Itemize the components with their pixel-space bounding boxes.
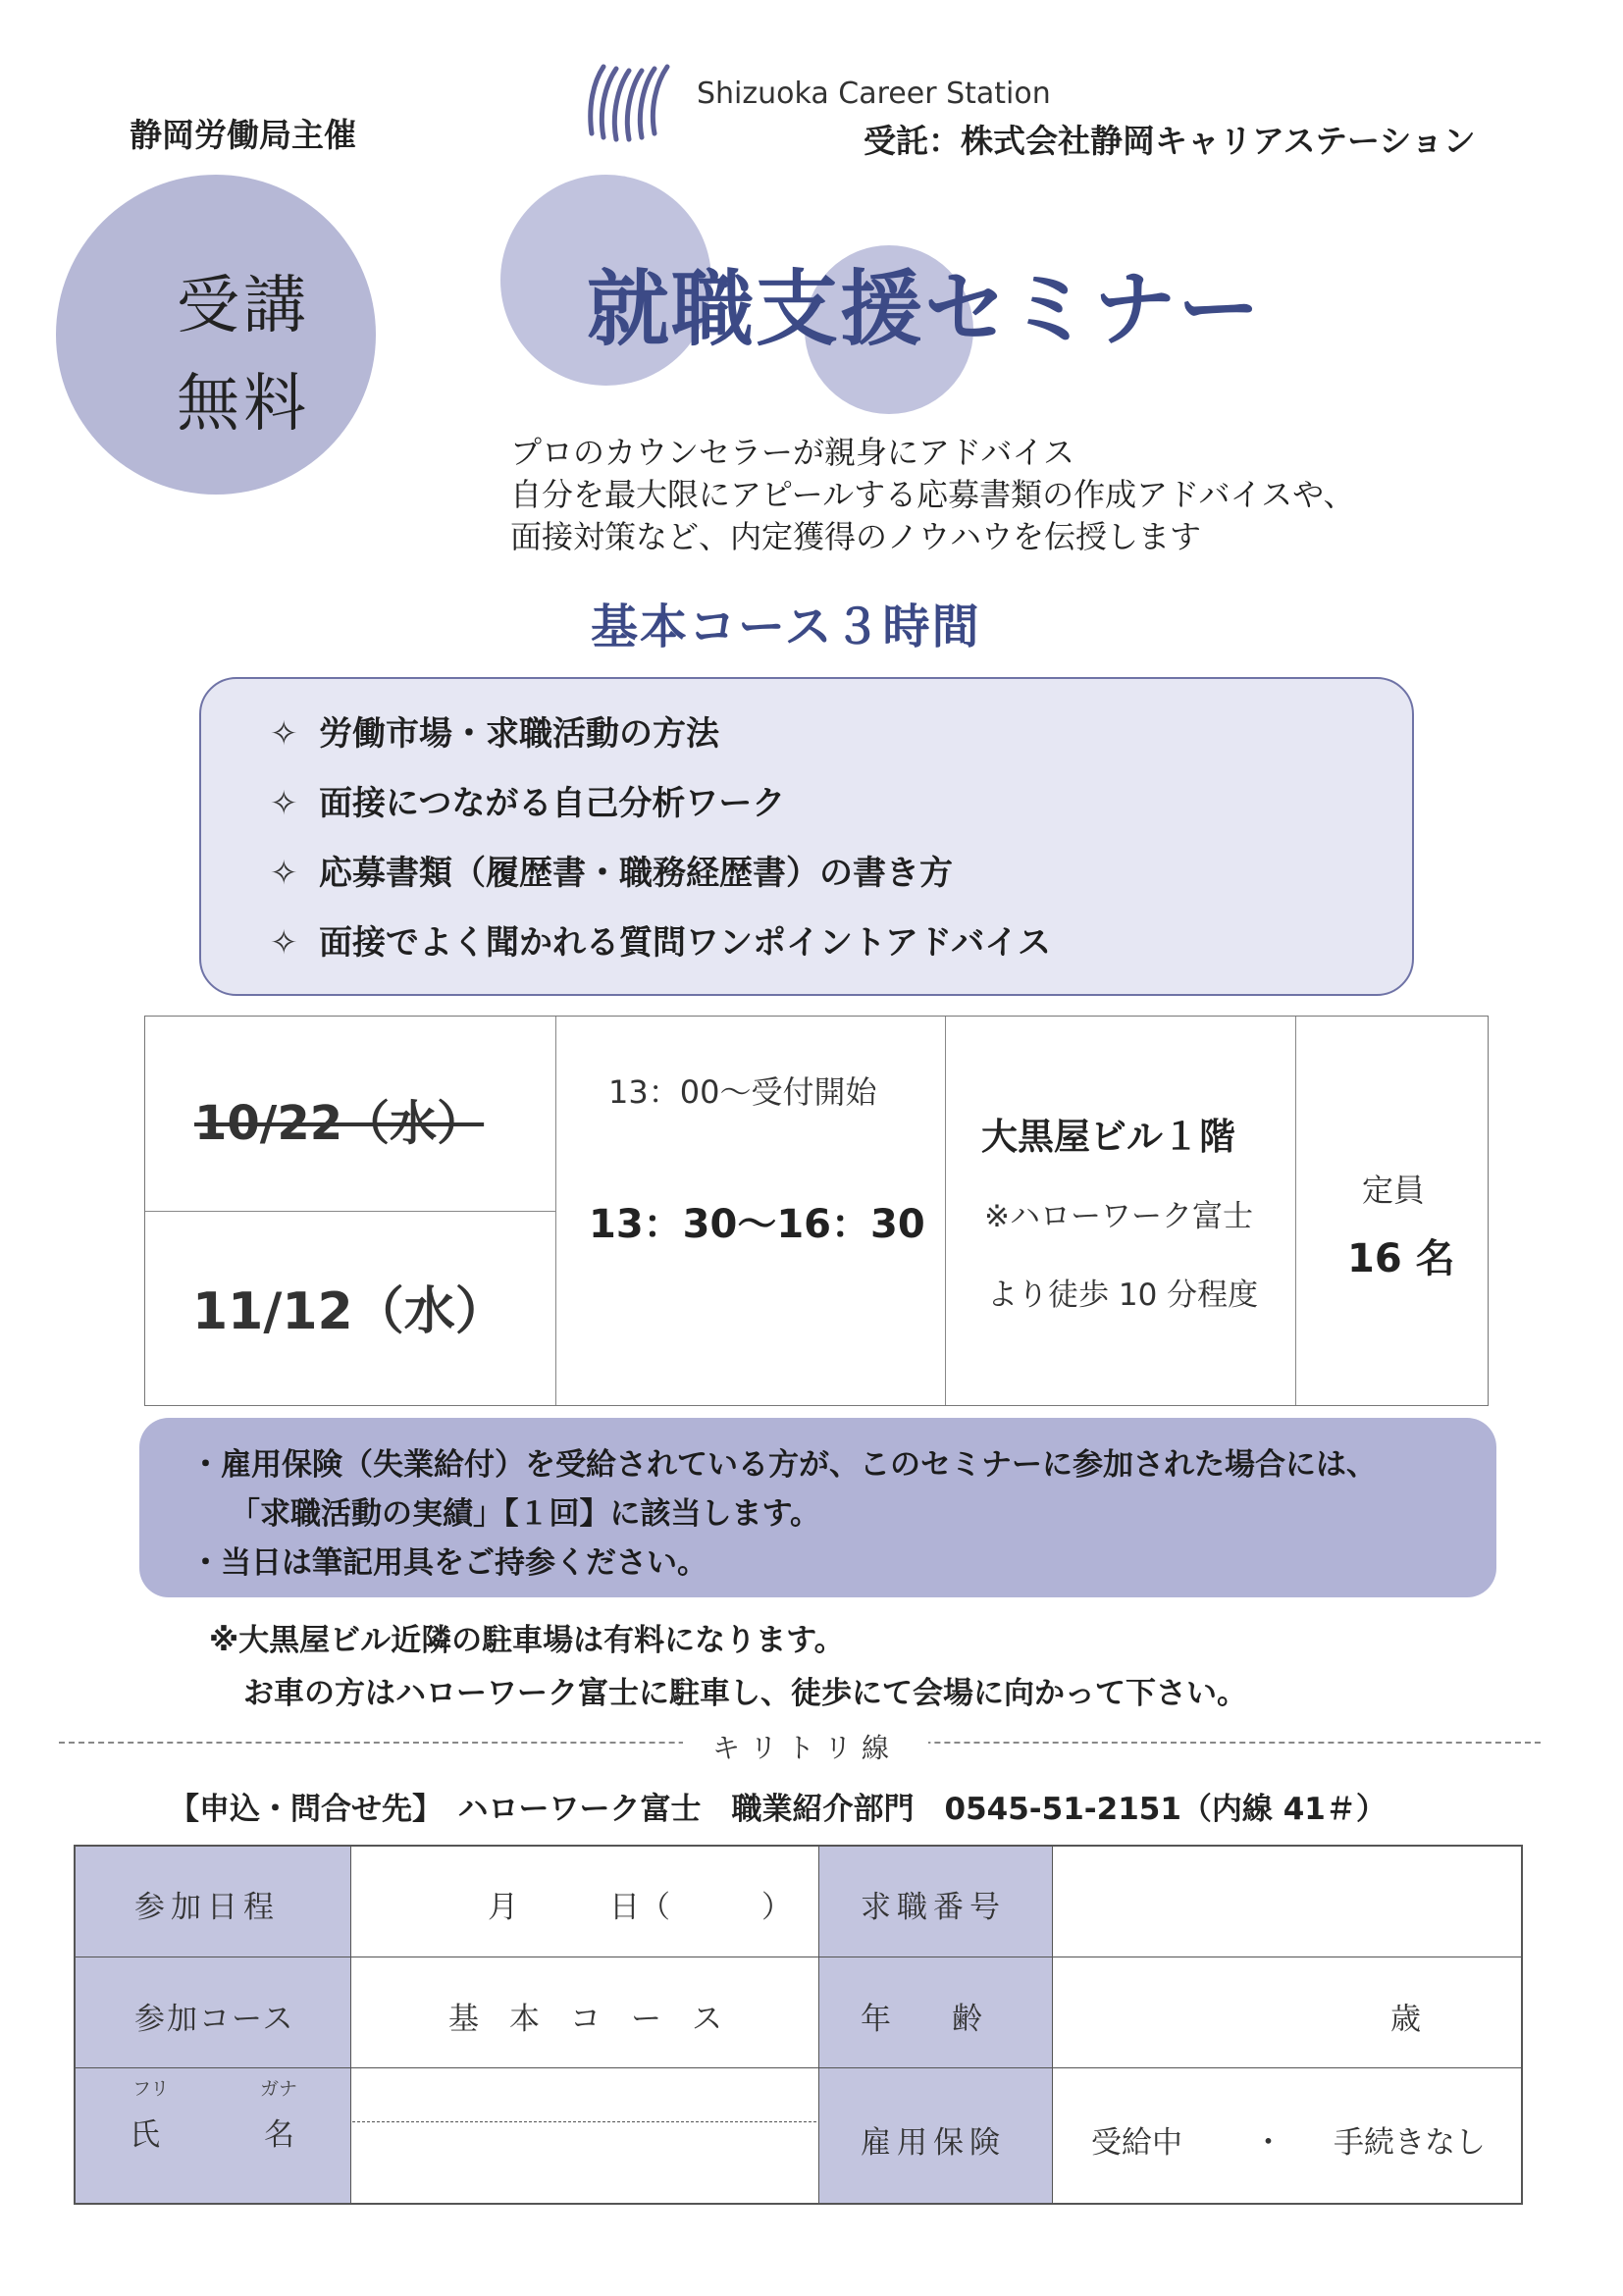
date-field[interactable]: 月 日（ ） <box>488 1890 792 1925</box>
cut-line-label: キリトリ線 <box>683 1727 928 1766</box>
venue-note: ※ハローワーク富士 <box>984 1199 1253 1234</box>
contact-info: 【申込・問合せ先】 ハローワーク富士 職業紹介部門 0545-51-2151（内線 41＃） <box>169 1792 1387 1827</box>
insurance-label: 雇用保険 <box>861 2125 1006 2161</box>
table-divider <box>1295 1017 1296 1405</box>
topic-item <box>270 915 1051 964</box>
seminar-title: 就職支援セミナー <box>587 261 1263 357</box>
free-badge-text <box>177 257 343 453</box>
topic-label: 応募書類（履歴書・職務経歴書）の書き方 <box>319 854 953 893</box>
free-badge-line: 受講 <box>177 270 310 342</box>
parking-note: お車の方はハローワーク富士に駐車し、徒歩にて会場に向かって下さい。 <box>243 1676 1247 1711</box>
form-divider <box>818 1847 819 2203</box>
topics-box <box>199 677 1414 996</box>
sparkle-icon: ✧ <box>270 784 298 823</box>
notice-box <box>139 1418 1496 1597</box>
free-badge-line: 無料 <box>177 368 310 441</box>
notice-line: 「求職活動の実績」【１回】に該当します。 <box>230 1496 821 1532</box>
job-number-field[interactable] <box>1054 1849 1521 1955</box>
name-label: 氏 <box>130 2117 166 2153</box>
form-divider <box>350 1847 351 2203</box>
age-unit: 歳 <box>1390 2002 1421 2037</box>
lead-line: 面接対策など、内定獲得のノウハウを伝授します <box>510 518 1202 555</box>
furigana-ruby: フリ <box>132 2078 170 2100</box>
name-label: 名 <box>264 2117 300 2153</box>
topic-item <box>270 776 785 824</box>
insurance-option[interactable]: 手続きなし <box>1334 2125 1486 2161</box>
age-field[interactable] <box>1054 1958 1521 2066</box>
brand-name: Shizuoka Career Station <box>697 77 1051 111</box>
reception-time: 13：00～受付開始 <box>608 1073 877 1111</box>
lead-line: 自分を最大限にアピールする応募書類の作成アドバイスや、 <box>510 476 1355 513</box>
venue-note: より徒歩 10 分程度 <box>987 1278 1259 1313</box>
topic-label: 面接につながる自己分析ワーク <box>319 784 786 823</box>
notice-line: ・雇用保険（失業給付）を受給されている方が、このセミナーに参加された場合には、 <box>190 1447 1377 1483</box>
sponsor-label: 静岡労働局主催 <box>130 116 356 154</box>
seminar-time: 13：30～16：30 <box>589 1202 925 1247</box>
topic-item <box>270 706 719 755</box>
insurance-separator: ・ <box>1253 2125 1283 2161</box>
schedule-table <box>144 1016 1489 1406</box>
furigana-ruby: ガナ <box>260 2078 298 2100</box>
application-form <box>74 1845 1523 2205</box>
furigana-divider <box>352 2121 816 2122</box>
insurance-option[interactable]: 受給中 <box>1091 2125 1182 2161</box>
topic-label: 労働市場・求職活動の方法 <box>319 714 719 754</box>
parking-note: ※大黒屋ビル近隣の駐車場は有料になります。 <box>209 1623 845 1658</box>
lead-text <box>510 432 1354 558</box>
contractor-label: 受託：株式会社静岡キャリアステーション <box>864 122 1476 160</box>
cancelled-date: 10/22（水） <box>194 1096 485 1151</box>
topic-label: 面接でよく聞かれる質問ワンポイントアドバイス <box>319 923 1051 963</box>
venue-name: 大黒屋ビル１階 <box>981 1116 1235 1158</box>
age-label: 年 齢 <box>861 2002 982 2037</box>
capacity-value: 16 名 <box>1347 1236 1455 1281</box>
name-field[interactable] <box>352 2123 816 2202</box>
table-divider <box>555 1017 556 1405</box>
form-divider <box>1052 1847 1053 2203</box>
date-label: 参加日程 <box>134 1890 280 1925</box>
sparkle-icon: ✧ <box>270 714 298 754</box>
course-value: 基 本 コ ー ス <box>448 2002 722 2037</box>
seminar-date: 11/12（水） <box>192 1282 506 1341</box>
sparkle-icon: ✧ <box>270 923 298 963</box>
table-divider <box>945 1017 946 1405</box>
course-label: 参加コース <box>134 2002 295 2037</box>
scs-logo-icon <box>584 57 677 150</box>
sparkle-icon: ✧ <box>270 854 298 893</box>
capacity-label: 定員 <box>1362 1172 1426 1209</box>
topic-item <box>270 846 953 894</box>
notice-line: ・当日は筆記用具をご持参ください。 <box>190 1545 707 1581</box>
course-title: 基本コース３時間 <box>591 600 981 654</box>
lead-line: プロのカウンセラーが親身にアドバイス <box>510 434 1075 471</box>
job-number-label: 求職番号 <box>861 1890 1006 1925</box>
table-divider <box>145 1211 555 1212</box>
form-divider <box>76 2067 1521 2068</box>
furigana-field[interactable] <box>352 2069 816 2120</box>
